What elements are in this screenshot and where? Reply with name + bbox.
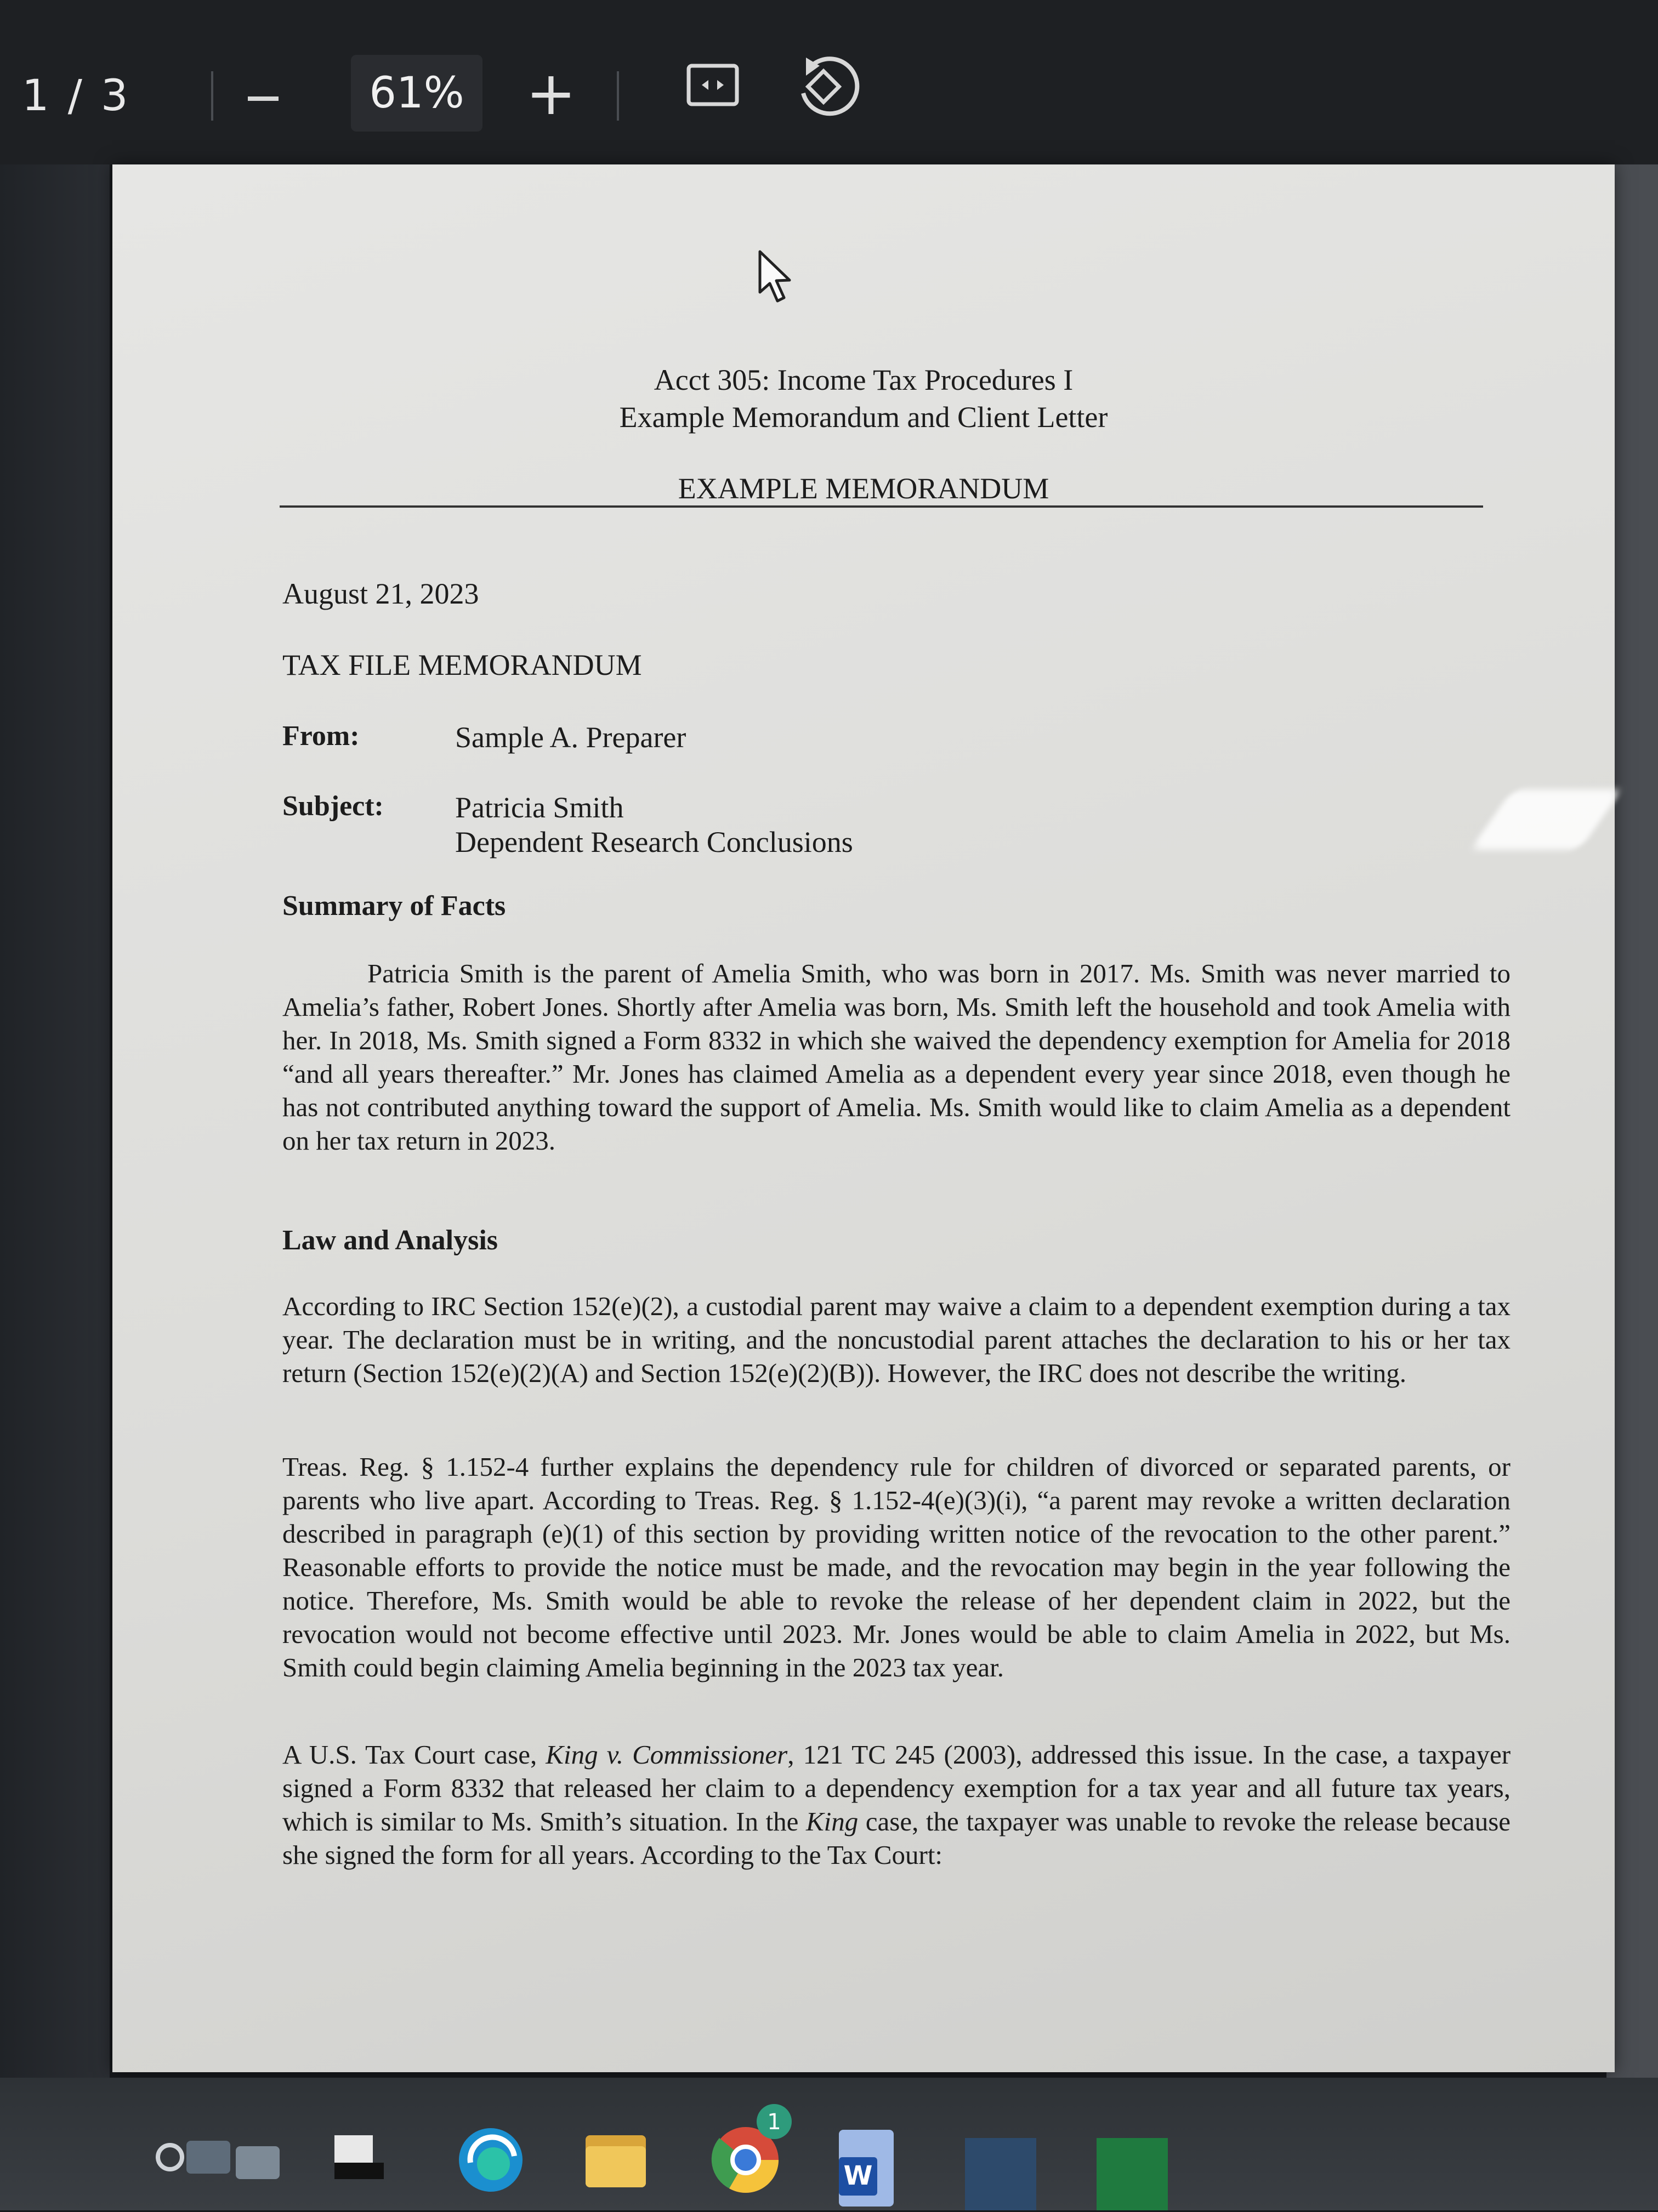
total-pages: 3: [100, 71, 128, 121]
fit-to-page-icon[interactable]: [685, 60, 740, 110]
memo-date: August 21, 2023: [282, 577, 479, 610]
chrome-notification-badge: 1: [767, 2109, 781, 2135]
rotate-icon[interactable]: [790, 49, 861, 121]
current-page[interactable]: 1: [22, 71, 49, 121]
from-value: Sample A. Preparer: [455, 721, 686, 754]
law-paragraph-3: [282, 1738, 1511, 1872]
page-separator: /: [67, 71, 82, 121]
subject-label: Subject:: [282, 791, 384, 822]
pdf-viewer-toolbar: [0, 0, 1658, 164]
edge-browser-icon[interactable]: [455, 2124, 526, 2196]
minus-icon: [248, 96, 279, 101]
summary-heading: Summary of Facts: [282, 890, 506, 922]
zoom-out-button[interactable]: [230, 66, 296, 132]
mouse-cursor-icon: [757, 249, 795, 304]
word-app-icon[interactable]: [833, 2124, 899, 2212]
zoom-level-field[interactable]: 61%: [351, 55, 482, 132]
law-para3-text: A U.S. Tax Court case,: [282, 1739, 546, 1770]
subject-line-2: Dependent Research Conclusions: [455, 826, 853, 858]
taskbar: [0, 2078, 1658, 2210]
law-paragraph-2: Treas. Reg. § 1.152-4 further explains the dependency rule for children of divorced or separated parents, or parents who live apart. According to Treas. Reg. § 1.152-4(e)(3)(i), “a parent may revoke a written declaration described in paragraph (e)(1) of this section by providing written notice of the revocation to the other parent.” Reasonable efforts to provide the notice must be made, and the revocation may begin in the year following the notice. Therefore, Ms. Smith would be able to revoke the release of her dependent claim in 2022, but the revocation would not become effective until 2023. Mr. Jones would be able to claim Amelia in 2022, but Ms. Smith could begin claiming Amelia beginning in the 2023 tax year.: [282, 1452, 1511, 1682]
case-name-short: King: [805, 1806, 859, 1836]
widgets-icon[interactable]: [154, 2124, 285, 2190]
case-name: King v. Commissioner: [546, 1739, 788, 1770]
memo-type: TAX FILE MEMORANDUM: [282, 649, 642, 681]
viewer-background: [0, 164, 110, 2083]
summary-paragraph: Patricia Smith is the parent of Amelia Smith, who was born in 2017. Ms. Smith was never married to Amelia’s father, Robert Jones. Shortly after Amelia was born, Ms. Smith left the household and took Amelia with her. In 2018, Ms. Smith signed a Form 8332 in which she waived the dependency exemption for Amelia for 2018 “and all years thereafter.” Mr. Jones has claimed Amelia as a dependent every year since 2018, even though he has not contributed anything toward the support of Amelia. Ms. Smith would like to claim Amelia as a dependent on her tax return in 2023.: [282, 958, 1511, 1156]
chrome-browser-icon[interactable]: [707, 2100, 795, 2198]
from-label: From:: [282, 720, 360, 752]
page-counter: [22, 60, 128, 132]
memo-document: [112, 164, 1615, 2072]
course-title: Acct 305: Income Tax Procedures I: [654, 363, 1074, 396]
zoom-in-button[interactable]: +: [525, 58, 577, 128]
law-analysis-heading: Law and Analysis: [282, 1225, 498, 1256]
toolbar-divider: [211, 71, 213, 121]
memo-heading: EXAMPLE MEMORANDUM: [678, 472, 1049, 505]
document-subtitle: Example Memorandum and Client Letter: [619, 401, 1108, 434]
law-para3-text: , 121 TC 245 (2003), addressed this issue. In the case, a taxpayer signed a Form 8332 that released her claim to a dependency exemption for a tax year and all future tax years, which is similar to Ms. Smith’s situation. In the: [282, 1739, 1511, 1836]
excel-app-icon[interactable]: [1097, 2138, 1168, 2210]
toolbar-divider: [617, 71, 619, 121]
header-rule: [280, 505, 1483, 508]
app-icon[interactable]: [965, 2138, 1036, 2210]
subject-line-1: Patricia Smith: [455, 791, 624, 824]
word-app-label: W: [843, 2160, 873, 2191]
document-page: [112, 164, 1615, 2072]
law-para3-text: case, the taxpayer was unable to revoke the release because she signed the form for all years. According to the Tax Court:: [282, 1806, 1511, 1870]
file-explorer-icon[interactable]: [581, 2124, 652, 2196]
law-paragraph-1: According to IRC Section 152(e)(2), a custodial parent may waive a claim to a dependent exemption during a tax year. The declaration must be in writing, and the noncustodial parent attaches the declaration to his or her tax return (Section 152(e)(2)(A) and Section 152(e)(2)(B)). However, the IRC does not describe the writing.: [282, 1291, 1511, 1388]
task-view-icon[interactable]: [329, 2124, 389, 2185]
